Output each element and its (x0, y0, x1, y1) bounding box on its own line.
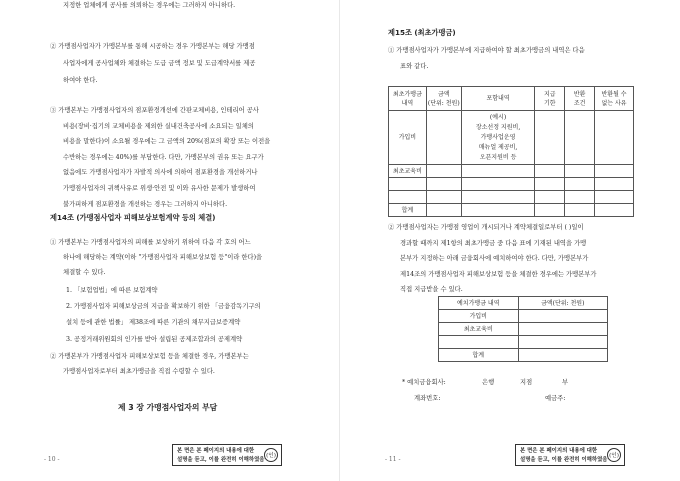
art14-sub-item: 2. 가맹점사업자 피해보상금의 지급을 확보하기 위한 「금융감독기구의 (66, 303, 261, 310)
item-3-line: 비용을 말한다)이 소요될 경우에는 그 금액의 20%(점포의 확장 또는 이전을 (63, 138, 271, 145)
empty-cell (535, 111, 565, 165)
header-cell: 반환 조건 (565, 87, 595, 111)
header-cell: 포함내역 (461, 87, 535, 111)
row-label (439, 336, 519, 349)
deposit-branch: 지점 (520, 379, 533, 386)
art15-item-2-line: 제14조의 가맹점사업자 피해보상보험 등을 체결한 경우에는 가맹본부가 (400, 271, 597, 278)
art15-item-1-line: ① 가맹점사업자가 가맹본부에 지급하여야 할 최초가맹금의 내역은 다음 (388, 47, 585, 54)
header-cell: 지급 기한 (535, 87, 565, 111)
row-label: 가입비 (389, 111, 427, 165)
art14-item-1-line: ① 가맹본부는 가맹점사업자의 피해를 보상하기 위하여 다음 각 호의 어느 (50, 239, 251, 246)
empty-cell (595, 111, 634, 165)
art15-item-2-line: ② 가맹점사업자는 가맹점 영업이 개시되거나 계약체결일로부터 ( )일이 (388, 224, 584, 231)
item-2-line: 사업자에게 공사업체와 체결하는 도급 금액 정보 및 도급계약서를 제공 (63, 60, 256, 67)
item-3-line: 불가피하게 점포환경을 개선하는 경우는 그러하지 아니하다. (63, 201, 228, 208)
deposit-table (438, 296, 608, 362)
chapter-3-title: 제 3 장 가맹점사업자의 부담 (118, 403, 218, 412)
header-cell: 반환될 수 없는 사유 (595, 87, 634, 111)
item-3-line: 가맹점사업자의 귀책사유로 위생·안전 및 이와 유사한 문제가 발생하여 (63, 185, 256, 192)
confirmation-text: 본 면은 본 페이지의 내용에 대한 설명을 듣고, 이를 완전히 이해하였음 (177, 448, 265, 463)
header-cell: 최초가맹금 내역 (389, 87, 427, 111)
confirmation-box (172, 444, 282, 466)
page-number: - 11 - (385, 456, 401, 463)
art14-item-2-line: 가맹점사업자로부터 최초가맹금을 직접 수령할 수 있다. (63, 368, 215, 375)
item-2-line: 하여야 한다. (63, 77, 98, 84)
art14-sub-item: 1. 「보험업법」에 따른 보험계약 (66, 287, 158, 294)
row-label: 가입비 (439, 310, 519, 323)
detail-cell: (예시) 장소선정 지원비, 가맹사업운영 매뉴얼 제공비, 오픈지원비 등 (461, 111, 535, 165)
continued-text: 지정한 업체에게 공사를 의뢰하는 경우에는 그러하지 아니하다. (63, 2, 236, 9)
confirmation-text: 본 면은 본 페이지의 내용에 대한 설명을 듣고, 이를 완전히 이해하였음 (520, 448, 608, 463)
header-cell: 예치가맹금 내역 (439, 297, 519, 310)
header-cell: 금액 (단위: 천원) (426, 87, 461, 111)
amount-cell (426, 111, 461, 165)
row-label: 최초교육비 (389, 165, 427, 178)
deposit-bank: 은행 (482, 379, 495, 386)
item-2-line: ② 가맹점사업자가 가맹본부를 통해 시공하는 경우 가맹본부는 해당 가맹점 (50, 43, 255, 50)
initial-fee-table (388, 86, 634, 217)
row-label: 합계 (439, 349, 519, 362)
art15-item-1-line: 표와 같다. (400, 63, 429, 70)
art14-sub-item: 설치 등에 관한 법률」 제38조에 따른 기관의 채무지급보증계약 (66, 319, 241, 326)
row-label: 합계 (389, 204, 427, 217)
item-3-line: 비용(장비·집기의 교체비용을 제외한 실내건축공사에 소요되는 일체의 (63, 123, 254, 130)
account-holder-label: 예금주: (545, 395, 566, 402)
empty-cell (565, 111, 595, 165)
seal-badge[interactable]: (인) (607, 448, 621, 462)
article-14-heading: 제14조 (가맹점사업자 피해보상보험계약 등의 체결) (50, 213, 216, 222)
art14-item-1-line: 하나에 해당하는 계약(이하 "가맹점사업자 피해보상보험 등"이라 한다)을 (63, 254, 263, 261)
row-label: 최초교육비 (439, 323, 519, 336)
confirmation-box (515, 444, 625, 466)
deposit-institution-label: * 예치금융회사: (402, 379, 446, 386)
account-number-label: 계좌번호: (414, 395, 441, 402)
art15-item-2-line: 직접 지급받을 수 있다. (400, 286, 463, 293)
seal-badge[interactable]: (인) (264, 448, 278, 462)
deposit-department: 부 (562, 379, 569, 386)
item-3-line: 수반하는 경우에는 40%)를 부담한다. 다만, 가맹본부의 권유 또는 요구가 (63, 154, 264, 161)
art14-sub-item: 3. 공정거래위원회의 인가를 받아 설립된 공제조합과의 공제계약 (66, 336, 243, 343)
art14-item-2-line: ② 가맹본부가 가맹점사업자 피해보상보험 등을 체결한 경우, 가맹본부는 (50, 353, 249, 360)
art15-item-2-line: 경과할 때까지 제1항의 최초가맹금 중 다음 표에 기재된 내역을 가맹 (400, 240, 587, 247)
article-15-heading: 제15조 (최초가맹금) (388, 28, 456, 37)
page-number: - 10 - (44, 456, 60, 463)
art14-item-1-line: 체결할 수 있다. (63, 269, 106, 276)
item-3-line: 없음에도 가맹점사업자가 자발적 의사에 의하여 점포환경을 개선하거나 (63, 169, 258, 176)
header-cell: 금액(단위: 천원) (518, 297, 607, 310)
art15-item-2-line: 본부가 지정하는 아래 금융회사에 예치하여야 한다. 다만, 가맹본부가 (400, 255, 589, 262)
right-page (340, 0, 680, 481)
item-3-line: ③ 가맹본부는 가맹점사업자의 점포환경개선에 간판교체비용, 인테리어 공사 (50, 107, 259, 114)
